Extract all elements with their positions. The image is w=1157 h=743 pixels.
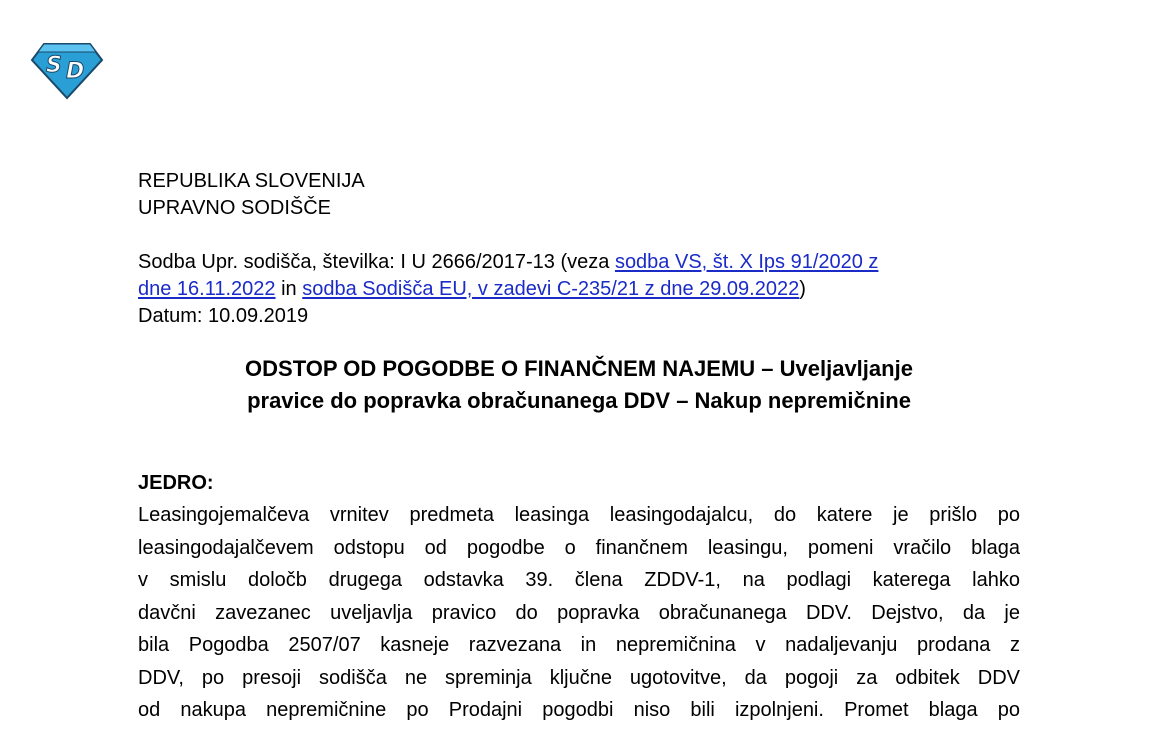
judgment-date: Datum: 10.09.2019 [138,305,309,327]
core-label: JEDRO: [138,472,214,494]
core-line: bila Pogodba 2507/07 kasneje razvezana in nepremičnina v nadaljevanju prodana z [138,634,1020,656]
diamond-logo-icon [30,40,104,100]
core-line: Leasingojemalčeva vrnitev predmeta leasinga leasingodajalcu, do katere je prišlo po [138,504,1020,526]
core-paragraph [138,499,1020,727]
core-line: v smislu določb drugega odstavka 39. člena ZDDV-1, na podlagi katerega lahko [138,569,1020,591]
court-country: REPUBLIKA SLOVENIJA [138,170,365,192]
reference-line-1 [138,249,1020,276]
core-line: davčni zavezanec uveljavlja pravico do popravka obračunanega DDV. Dejstvo, da je [138,601,1020,624]
core-line: DDV, po presoji sodišča ne spreminja ključne ugotovitve, da pogoji za odbitek DDV [138,666,1020,689]
reference-middle: in [275,278,303,300]
reference-prefix: Sodba Upr. sodišča, številka: I U 2666/2017-13 (veza [138,251,615,273]
link-vs-judgment[interactable]: sodba VS, št. X Ips 91/2020 z [614,251,879,273]
svg-text:D: D [66,59,85,84]
court-name: UPRAVNO SODIŠČE [138,197,331,219]
core-line: leasingodajalčevem odstopu od pogodbe o finančnem leasingu, pomeni vračilo blaga [138,536,1020,559]
reference-suffix: ) [799,278,806,300]
document-title [138,353,1020,417]
link-vs-judgment-date[interactable]: dne 16.11.2022 [138,278,276,300]
svg-text:S: S [46,53,62,78]
court-heading [138,168,1020,222]
case-reference [138,249,1020,330]
title-line-2: pravice do popravka obračunanega DDV – Nakup nepremičnine [247,388,911,413]
title-line-1: ODSTOP OD POGODBE O FINANČNEM NAJEMU – Uveljavljanje [245,356,913,381]
reference-line-2 [138,276,1020,303]
document-page [138,168,1020,727]
link-eu-court-judgment[interactable]: sodba Sodišča EU, v zadevi C-235/21 z dne 29.09.2022 [302,278,800,300]
core-line: od nakupa nepremičnine po Prodajni pogodbi niso bili izpolnjeni. Promet blaga po [138,699,1020,721]
sd-logo [30,40,104,100]
